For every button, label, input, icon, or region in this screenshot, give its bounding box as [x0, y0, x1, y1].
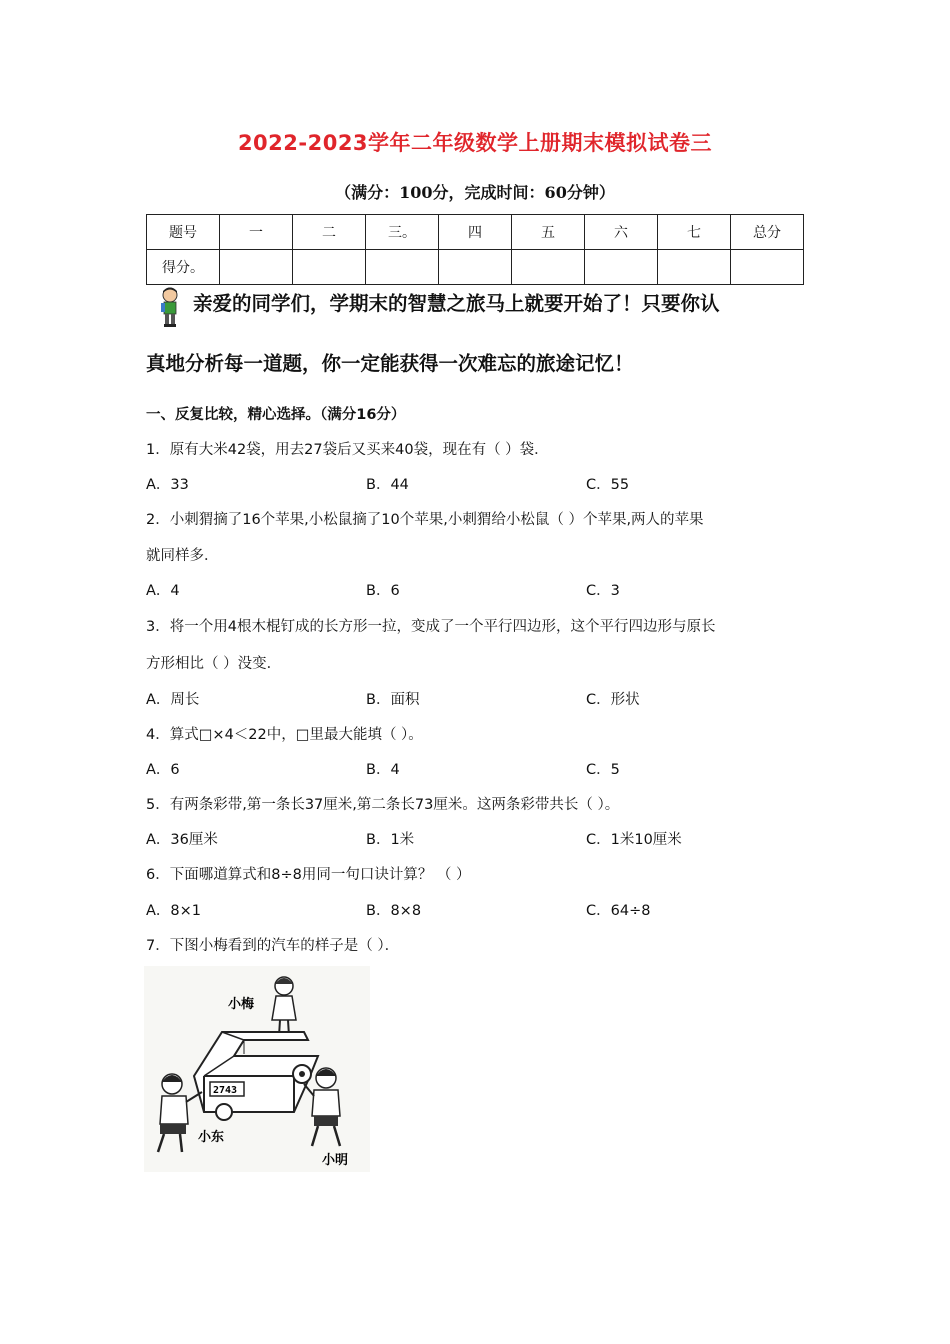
option-c[interactable]: C．64÷8 — [586, 903, 651, 919]
option-a[interactable]: A．36厘米 — [146, 832, 218, 848]
score-cell[interactable] — [439, 250, 512, 285]
intro-line-1: 亲爱的同学们，学期末的智慧之旅马上就要开始了！只要你认 — [193, 292, 720, 315]
score-header-cell: 五 — [512, 215, 585, 250]
student-cartoon-icon — [156, 286, 184, 328]
score-header-cell: 二 — [293, 215, 366, 250]
score-header-cell: 三。 — [366, 215, 439, 250]
option-c[interactable]: C．1米10厘米 — [586, 832, 682, 848]
question-1-stem: 1．原有大米42袋，用去27袋后又买来40袋，现在有（ ）袋． — [146, 442, 549, 458]
option-b[interactable]: B．1米 — [366, 832, 415, 848]
option-a[interactable]: A．33 — [146, 477, 189, 493]
page-title: 2022-2023学年二年级数学上册期末模拟试卷三 — [237, 131, 713, 155]
option-a[interactable]: A．6 — [146, 762, 180, 778]
girl-figure — [272, 977, 296, 1036]
exam-info: （满分：100分，完成时间：60分钟） — [335, 183, 615, 202]
option-b[interactable]: B．44 — [366, 477, 409, 493]
option-b[interactable]: B．8×8 — [366, 903, 422, 919]
label-xiaodong: 小东 — [198, 1130, 225, 1145]
option-a[interactable]: A．8×1 — [146, 903, 202, 919]
option-c[interactable]: C．3 — [586, 583, 620, 599]
question-6-stem: 6．下面哪道算式和8÷8用同一句口诀计算？ （ ） — [146, 867, 471, 883]
intro-line-2: 真地分析每一道题，你一定能获得一次难忘的旅途记忆！ — [146, 352, 634, 375]
option-b[interactable]: B．面积 — [366, 692, 420, 708]
score-cell[interactable] — [366, 250, 439, 285]
score-cell[interactable] — [512, 250, 585, 285]
score-table — [146, 214, 804, 285]
option-b[interactable]: B．4 — [366, 762, 400, 778]
score-table-header-row — [147, 215, 804, 250]
score-cell[interactable] — [293, 250, 366, 285]
score-header-cell: 七 — [658, 215, 731, 250]
option-a[interactable]: A．4 — [146, 583, 180, 599]
question-3-stem: 3．将一个用4根木棍钉成的长方形一拉，变成了一个平行四边形，这个平行四边形与原长 — [146, 619, 716, 635]
option-b[interactable]: B．6 — [366, 583, 400, 599]
score-header-cell: 题号 — [147, 215, 220, 250]
score-cell[interactable] — [585, 250, 658, 285]
option-c[interactable]: C．形状 — [586, 692, 640, 708]
license-plate: 2743 — [213, 1085, 238, 1096]
question-2-stem: 2．小刺猬摘了16个苹果,小松鼠摘了10个苹果,小刺猬给小松鼠（ ）个苹果,两人的苹果 — [146, 512, 704, 528]
score-table-score-row — [147, 250, 804, 285]
question-2-stem-cont: 就同样多． — [146, 548, 219, 564]
car-drawing — [194, 1032, 318, 1120]
question-5-stem: 5．有两条彩带,第一条长37厘米,第二条长73厘米。这两条彩带共长（ ）。 — [146, 797, 620, 813]
option-a[interactable]: A．周长 — [146, 692, 200, 708]
question-7-stem: 7．下图小梅看到的汽车的样子是（ ）． — [146, 938, 400, 954]
car-viewpoint-figure — [144, 966, 370, 1172]
label-xiaomei: 小梅 — [228, 997, 255, 1012]
question-3-stem-cont: 方形相比（ ）没变． — [146, 656, 282, 672]
score-header-cell: 一 — [220, 215, 293, 250]
option-c[interactable]: C．5 — [586, 762, 620, 778]
score-cell[interactable] — [220, 250, 293, 285]
score-header-cell: 六 — [585, 215, 658, 250]
option-c[interactable]: C．55 — [586, 477, 630, 493]
score-row-label: 得分。 — [147, 250, 220, 285]
label-xiaoming: 小明 — [322, 1153, 349, 1168]
score-header-cell: 四 — [439, 215, 512, 250]
score-header-cell: 总分 — [731, 215, 804, 250]
question-4-stem: 4．算式□×4＜22中，□里最大能填（ ）。 — [146, 727, 423, 743]
score-cell[interactable] — [658, 250, 731, 285]
section-heading: 一、反复比较，精心选择。（满分16分） — [146, 407, 406, 423]
boy-xiaodong-figure — [158, 1074, 202, 1152]
score-cell[interactable] — [731, 250, 804, 285]
